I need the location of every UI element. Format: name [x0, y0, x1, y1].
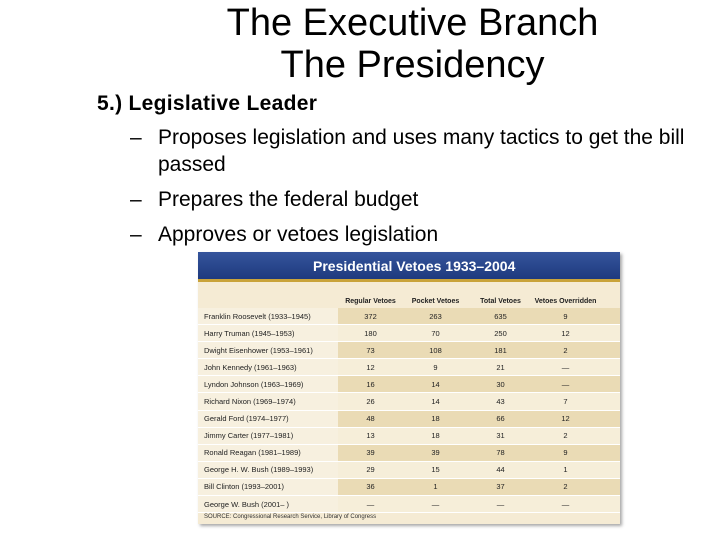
cell-pocket: 14 — [431, 379, 440, 389]
table-row — [198, 342, 620, 359]
cell-overridden: 1 — [563, 465, 568, 475]
table-title: Presidential Vetoes 1933–2004 — [198, 252, 620, 282]
table-row — [198, 428, 620, 445]
cell-overridden: 12 — [561, 414, 570, 424]
cell-regular: 16 — [366, 379, 375, 389]
cell-regular: 372 — [364, 311, 377, 321]
cell-regular: 39 — [366, 448, 375, 458]
table-row — [198, 308, 620, 325]
veto-table — [198, 252, 620, 524]
cell-president: Dwight Eisenhower (1953–1961) — [198, 342, 338, 358]
cell-overridden: 9 — [563, 448, 568, 458]
cell-pocket: 39 — [431, 448, 440, 458]
header-regular: Regular Vetoes — [345, 298, 396, 305]
title-line-2: The Presidency — [280, 44, 545, 86]
cell-regular: 36 — [366, 482, 375, 492]
bullet-item — [130, 221, 700, 248]
slide-title — [0, 2, 720, 86]
cell-president: Richard Nixon (1969–1974) — [198, 393, 338, 409]
table-row — [198, 462, 620, 479]
cell-total: 181 — [494, 345, 507, 355]
cell-president: George H. W. Bush (1989–1993) — [198, 462, 338, 478]
cell-regular: 12 — [366, 362, 375, 372]
cell-president: John Kennedy (1961–1963) — [198, 359, 338, 375]
cell-president: Lyndon Johnson (1963–1969) — [198, 376, 338, 392]
header-total: Total Vetoes — [480, 298, 521, 305]
bullet-dash: – — [130, 126, 142, 149]
cell-overridden: — — [561, 379, 570, 389]
cell-pocket: 1 — [433, 482, 438, 492]
cell-regular: 13 — [366, 431, 375, 441]
cell-overridden: 2 — [563, 482, 568, 492]
cell-regular: 180 — [364, 328, 377, 338]
cell-total: 66 — [496, 414, 505, 424]
cell-president: Ronald Reagan (1981–1989) — [198, 445, 338, 461]
cell-pocket: 14 — [431, 397, 440, 407]
cell-regular: 26 — [366, 397, 375, 407]
bullet-item — [130, 186, 700, 213]
cell-regular: — — [366, 499, 375, 509]
bullet-dash: – — [130, 223, 142, 246]
table-row — [198, 376, 620, 393]
table-source: SOURCE: Congressional Research Service, Library of Congress — [204, 514, 377, 520]
cell-president: Gerald Ford (1974–1977) — [198, 411, 338, 427]
cell-pocket: 9 — [433, 362, 438, 372]
bullet-text: Approves or vetoes legislation — [158, 223, 439, 246]
table-row — [198, 393, 620, 410]
bullet-item — [130, 124, 700, 178]
table-row — [198, 445, 620, 462]
cell-pocket: 15 — [431, 465, 440, 475]
table-row — [198, 359, 620, 376]
cell-president: Harry Truman (1945–1953) — [198, 325, 338, 341]
cell-pocket: 263 — [429, 311, 442, 321]
cell-president: Franklin Roosevelt (1933–1945) — [198, 308, 338, 324]
cell-pocket: 70 — [431, 328, 440, 338]
table-header — [198, 282, 620, 308]
bullet-list — [130, 124, 700, 256]
header-overridden: Vetoes Overridden — [534, 298, 597, 305]
cell-pocket: 108 — [429, 345, 442, 355]
header-pocket: Pocket Vetoes — [411, 298, 460, 305]
cell-regular: 73 — [366, 345, 375, 355]
title-line-1: The Executive Branch — [226, 2, 599, 44]
cell-total: — — [496, 499, 505, 509]
bullet-dash: – — [130, 188, 142, 211]
table-row — [198, 496, 620, 513]
table-body — [198, 308, 620, 513]
cell-overridden: 7 — [563, 397, 568, 407]
table-row — [198, 479, 620, 496]
cell-total: 31 — [496, 431, 505, 441]
cell-president: Bill Clinton (1993–2001) — [198, 479, 338, 495]
cell-total: 250 — [494, 328, 507, 338]
bullet-text: Prepares the federal budget — [158, 188, 419, 211]
table-row — [198, 411, 620, 428]
cell-pocket: 18 — [431, 414, 440, 424]
cell-total: 37 — [496, 482, 505, 492]
cell-overridden: 2 — [563, 345, 568, 355]
cell-president: George W. Bush (2001– ) — [198, 496, 338, 512]
cell-pocket: 18 — [431, 431, 440, 441]
cell-overridden: — — [561, 499, 570, 509]
cell-regular: 29 — [366, 465, 375, 475]
cell-overridden: 2 — [563, 431, 568, 441]
cell-overridden: 9 — [563, 311, 568, 321]
cell-total: 78 — [496, 448, 505, 458]
cell-president: Jimmy Carter (1977–1981) — [198, 428, 338, 444]
bullet-text: Proposes legislation and uses many tactics to get the bill passed — [158, 126, 685, 176]
section-heading: 5.) Legislative Leader — [97, 92, 318, 115]
cell-overridden: 12 — [561, 328, 570, 338]
cell-regular: 48 — [366, 414, 375, 424]
cell-overridden: — — [561, 362, 570, 372]
cell-total: 44 — [496, 465, 505, 475]
cell-total: 635 — [494, 311, 507, 321]
cell-total: 43 — [496, 397, 505, 407]
cell-total: 30 — [496, 379, 505, 389]
table-row — [198, 325, 620, 342]
cell-total: 21 — [496, 362, 505, 372]
cell-pocket: — — [431, 499, 440, 509]
